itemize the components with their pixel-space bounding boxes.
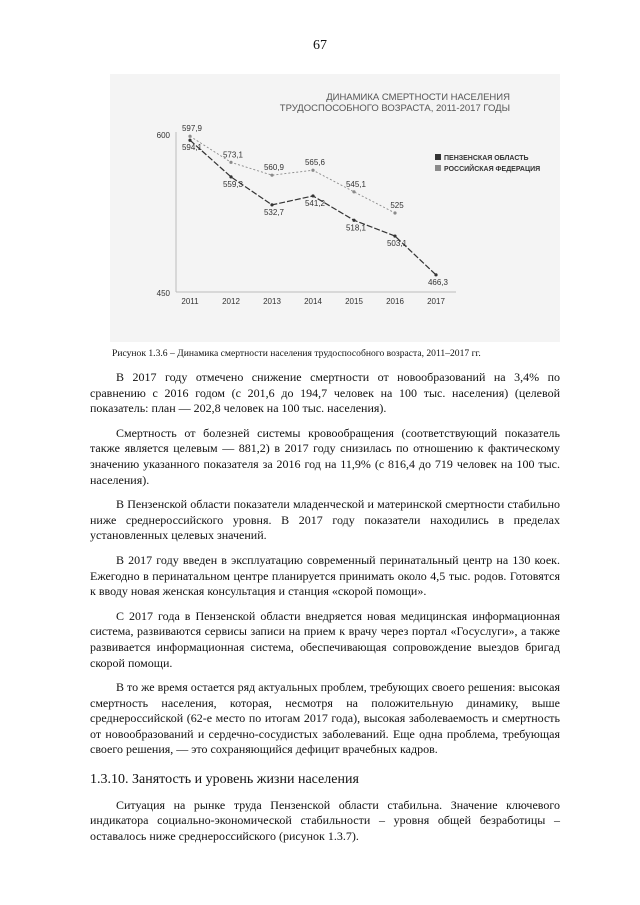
- series-line: [190, 136, 395, 213]
- paragraph: В то же время остается ряд актуальных проблем, требующих своего решения: высокая смертность населения, которая, несмотря на положительную динамику, выше среднероссийской (62-е место по итогам 2017 года), высокая заболеваемость и смертность от новообразований и сердечно-сосудистых заболеваний. Еще одна проблема, требующая своего решения, — это сохраняющийся дефицит врачебных кадров.: [90, 680, 560, 757]
- chart-title: ДИНАМИКА СМЕРТНОСТИ НАСЕЛЕНИЯ: [326, 92, 510, 103]
- paragraph: Смертность от болезней системы кровообращения (соответствующий показатель также является целевым — 881,2) в 2017 году снизилась по отношению к фактическому значению указанного показателя за 2016 год на 11,9% (с 816,4 до 719 человек на 100 тыс. населения).: [90, 425, 560, 487]
- chart-subtitle: ТРУДОСПОСОБНОГО ВОЗРАСТА, 2011-2017 ГОДЫ: [279, 103, 510, 114]
- data-point: [188, 139, 191, 142]
- data-label: 541,2: [304, 198, 326, 208]
- x-tick-label: 2015: [345, 297, 363, 306]
- data-point: [270, 203, 273, 206]
- data-point: [434, 273, 437, 276]
- data-point: [229, 175, 232, 178]
- x-tick-label: 2014: [304, 297, 322, 306]
- legend-entry: ПЕНЗЕНСКАЯ ОБЛАСТЬ: [444, 155, 529, 162]
- legend-entry: РОССИЙСКАЯ ФЕДЕРАЦИЯ: [444, 166, 541, 173]
- figure-caption: Рисунок 1.3.6 – Динамика смертности населения трудоспособного возраста, 2011–2017 гг.: [112, 348, 481, 359]
- data-label: 503,1: [386, 239, 408, 249]
- data-label: 518,1: [345, 223, 367, 233]
- x-tick-label: 2017: [427, 297, 445, 306]
- section-heading: 1.3.10. Занятость и уровень жизни населения: [90, 772, 359, 788]
- x-tick-label: 2016: [386, 297, 404, 306]
- data-label: 545,1: [345, 179, 367, 189]
- data-point: [311, 169, 314, 172]
- legend-swatch: [435, 154, 441, 160]
- data-point: [311, 194, 314, 197]
- y-tick-label: 450: [156, 289, 170, 298]
- paragraph: Ситуация на рынке труда Пензенской области стабильна. Значение ключевого индикатора социально-экономической стабильности – уровня общей безработицы – оставалось ниже среднероссийского (рисунок 1.3.7).: [90, 797, 560, 843]
- legend-swatch: [435, 165, 441, 171]
- mortality-line-chart: [110, 74, 560, 342]
- x-tick-label: 2013: [263, 297, 281, 306]
- data-point: [270, 174, 273, 177]
- data-label: 560,9: [263, 163, 285, 173]
- data-point: [229, 161, 232, 164]
- x-tick-label: 2012: [222, 297, 240, 306]
- data-label: 525: [390, 201, 404, 210]
- data-label: 466,3: [427, 277, 449, 287]
- y-tick-label: 600: [156, 131, 170, 140]
- data-label: 594,1: [181, 143, 203, 153]
- data-label: 597,9: [181, 124, 203, 134]
- body-text: [90, 370, 560, 853]
- page-number: 67: [313, 38, 327, 53]
- paragraph: В 2017 году отмечено снижение смертности от новообразований на 3,4% по сравнению с 2016 годом (с 201,6 до 194,7 человек на 100 тыс. населения) (целевой показатель: план — 202,8 человек на 100 тыс. населения).: [90, 370, 560, 416]
- paragraph: С 2017 года в Пензенской области внедряется новая медицинская информационная система, развиваются сервисы записи на прием к врачу через портал «Госуслуги», а также развивается информационная система, обеспечивающая сопровождение выездов бригад скорой помощи.: [90, 608, 560, 670]
- data-point: [188, 135, 191, 138]
- data-label: 565,6: [304, 158, 326, 168]
- paragraph: В Пензенской области показатели младенческой и материнской смертности стабильно ниже среднероссийского уровня. В 2017 году показатели находились в пределах установленных целевых значений.: [90, 497, 560, 543]
- x-tick-label: 2011: [181, 297, 199, 306]
- data-label: 532,7: [263, 207, 285, 217]
- paragraph: В 2017 году введен в эксплуатацию современный перинатальный центр на 130 коек. Ежегодно в перинатальном центре планируется принимать около 4,5 тыс. родов. Готовятся к вводу новая женская консультация и станция «скорой помощи».: [90, 552, 560, 599]
- chart-figure: [110, 74, 560, 342]
- data-point: [393, 234, 396, 237]
- data-point: [352, 219, 355, 222]
- data-point: [393, 211, 396, 214]
- data-label: 573,1: [222, 150, 244, 160]
- data-point: [352, 190, 355, 193]
- data-label: 559,3: [222, 179, 244, 189]
